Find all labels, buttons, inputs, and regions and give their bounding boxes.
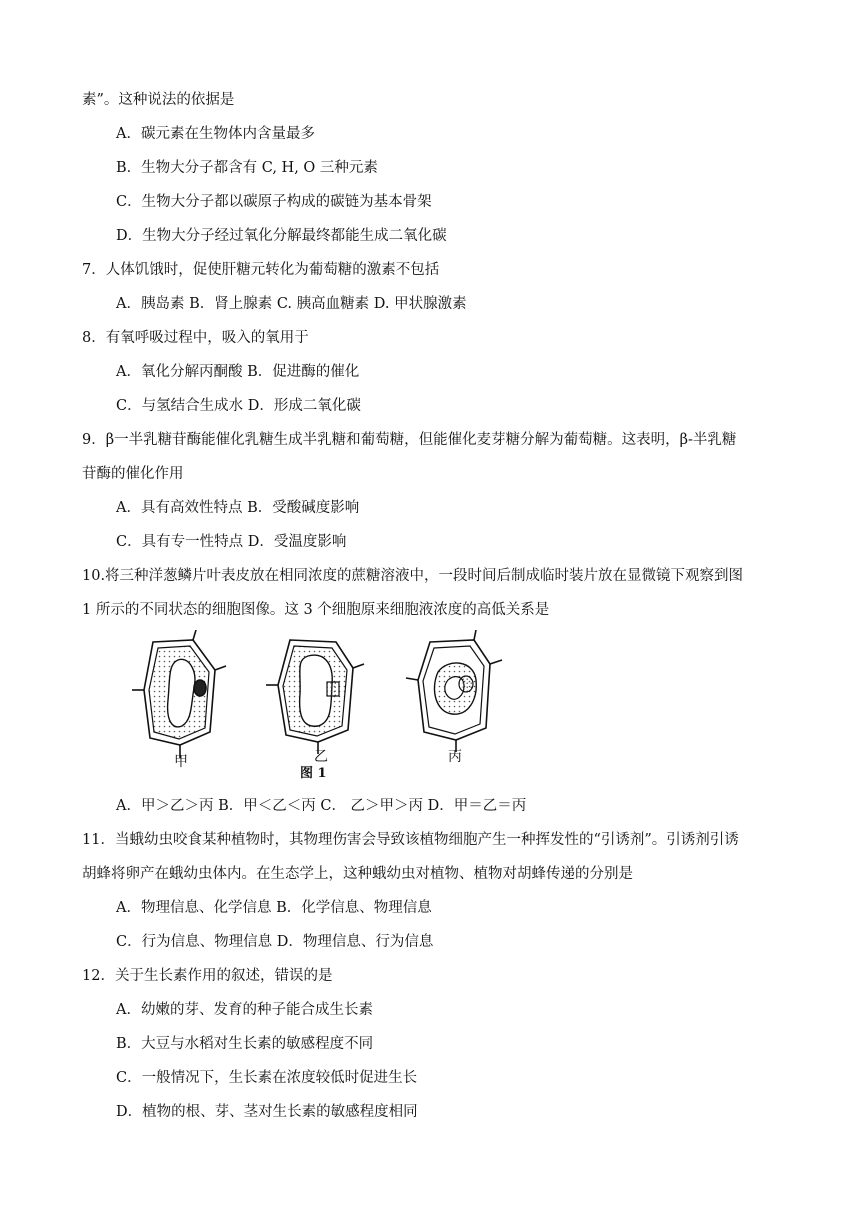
question-8: 8．有氧呼吸过程中，吸入的氧用于 — [82, 330, 309, 346]
label-yi: 乙 — [314, 749, 328, 765]
question-10: 10.将三种洋葱鳞片叶表皮放在相同浓度的蔗糖溶液中，一段时间后制成临时装片放在显微镜下观察到图 — [82, 568, 744, 584]
option-line: B．生物大分子都含有 C, H, O 三种元素 — [116, 160, 378, 176]
option-line: C．生物大分子都以碳原子构成的碳链为基本骨架 — [116, 194, 432, 210]
option-line: A．甲＞乙＞丙 B．甲＜乙＜丙 C． 乙＞甲＞丙 D．甲＝乙＝丙 — [116, 798, 527, 814]
cell-figure-svg — [118, 630, 543, 780]
option-line: C．与氢结合生成水 D．形成二氧化碳 — [116, 398, 361, 414]
question-11: 11．当蛾幼虫咬食某种植物时，其物理伤害会导致该植物细胞产生一种挥发性的“引诱剂”。引诱剂引诱 — [82, 832, 739, 848]
text-line: 素”。这种说法的依据是 — [82, 92, 235, 108]
label-jia: 甲 — [174, 754, 188, 770]
option-line: D．生物大分子经过氧化分解最终都能生成二氧化碳 — [116, 228, 447, 244]
option-line: A．胰岛素 B．肾上腺素 C. 胰高血糖素 D. 甲状腺激素 — [116, 296, 467, 312]
option-line: A．碳元素在生物体内含量最多 — [116, 126, 315, 142]
question-10-cont: 1 所示的不同状态的细胞图像。这 3 个细胞原来细胞液浓度的高低关系是 — [82, 602, 550, 618]
option-line: A．物理信息、化学信息 B．化学信息、物理信息 — [116, 900, 432, 916]
option-line: C．行为信息、物理信息 D．物理信息、行为信息 — [116, 934, 434, 950]
cell-figure — [118, 630, 543, 780]
label-bing: 丙 — [448, 749, 462, 765]
cell-jia — [132, 630, 226, 758]
option-line: A．幼嫩的芽、发育的种子能合成生长素 — [116, 1002, 373, 1018]
option-line: A．具有高效性特点 B．受酸碱度影响 — [116, 500, 360, 516]
question-11-cont: 胡蜂将卵产在蛾幼虫体内。在生态学上，这种蛾幼虫对植物、植物对胡蜂传递的分别是 — [82, 866, 633, 882]
question-9-cont: 苷酶的催化作用 — [82, 466, 184, 482]
option-line: B．大豆与水稻对生长素的敏感程度不同 — [116, 1036, 374, 1052]
question-9: 9．β一半乳糖苷酶能催化乳糖生成半乳糖和葡萄糖，但能催化麦芽糖分解为葡萄糖。这表明，β-半乳糖 — [82, 432, 737, 448]
question-12: 12．关于生长素作用的叙述，错误的是 — [82, 968, 333, 984]
option-line: D．植物的根、芽、茎对生长素的敏感程度相同 — [116, 1104, 418, 1120]
cell-yi — [266, 640, 364, 754]
cell-bing — [406, 630, 502, 752]
option-line: A．氧化分解丙酮酸 B．促进酶的催化 — [116, 364, 360, 380]
option-line: C．具有专一性特点 D．受温度影响 — [116, 534, 347, 550]
question-7: 7．人体饥饿时，促使肝糖元转化为葡萄糖的激素不包括 — [82, 262, 440, 278]
option-line: C．一般情况下，生长素在浓度较低时促进生长 — [116, 1070, 418, 1086]
figure-caption: 图 1 — [300, 766, 327, 780]
